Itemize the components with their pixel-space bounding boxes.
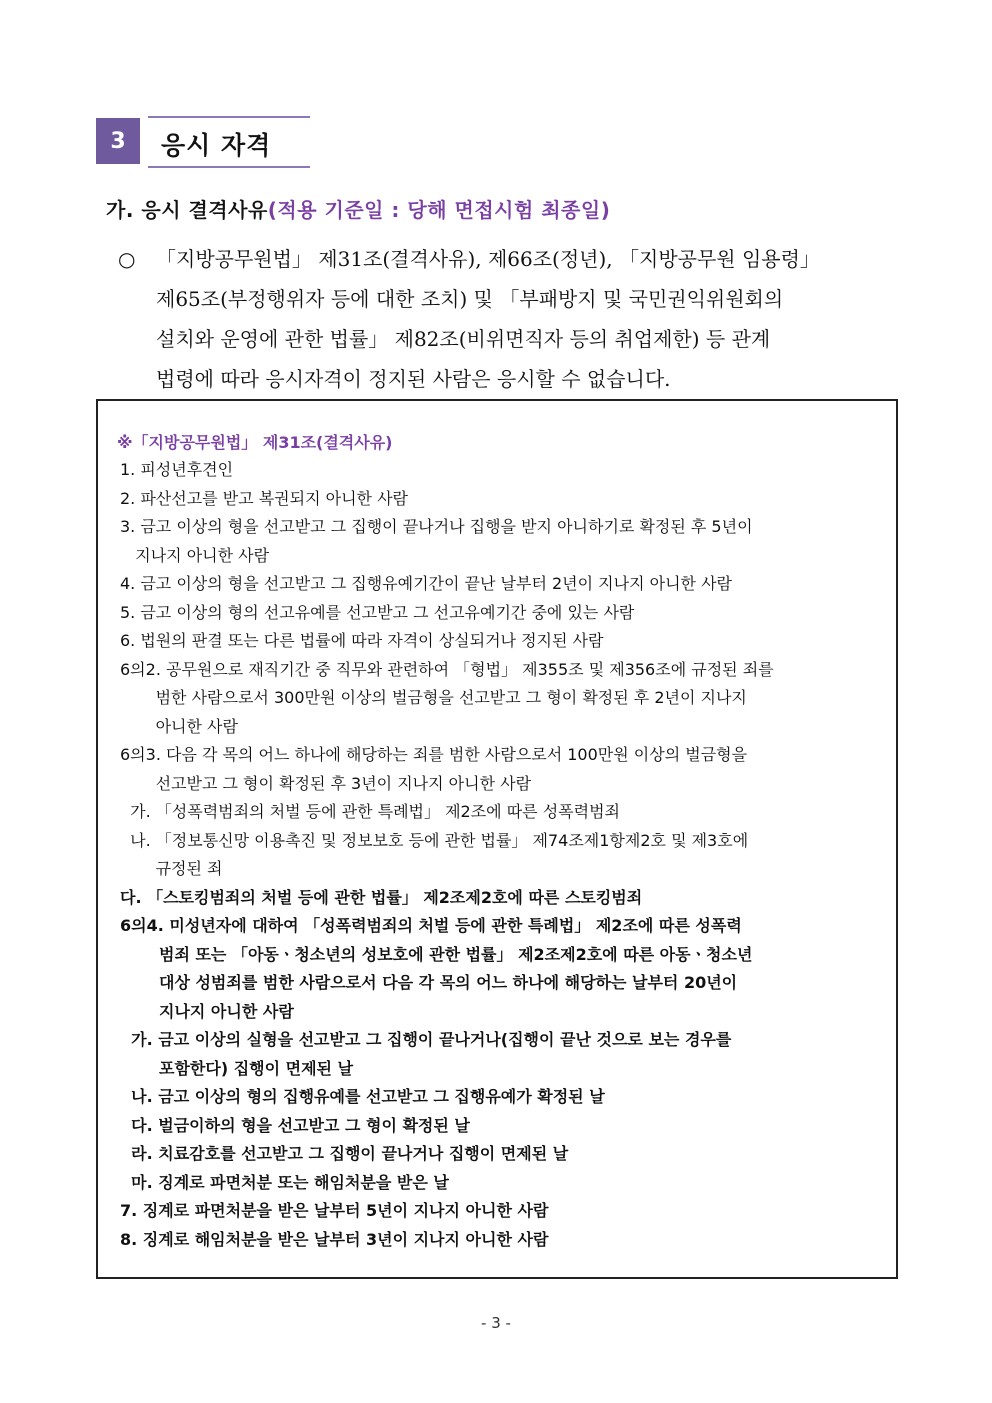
paragraph-line: ○ 「지방공무원법」 제31조(결격사유), 제66조(정년), 「지방공무원 임용령」 [118,239,898,279]
list-item: 대상 성범죄를 범한 사람으로서 다음 각 목의 어느 하나에 해당하는 날부터 20년이 [120,973,738,992]
section-header [96,116,310,166]
circle-bullet-icon: ○ [118,247,136,271]
list-item: 라. 치료감호를 선고받고 그 집행이 끝나거나 집행이 면제된 날 [120,1144,569,1163]
paragraph-line: 제65조(부정행위자 등에 대한 조치) 및 「부패방지 및 국민권익위원회의 [156,287,784,311]
intro-paragraph [118,239,898,399]
list-item: 6의4. 미성년자에 대하여 「성폭력범죄의 처벌 등에 관한 특례법」 제2조에 따른 성폭력 [120,916,742,935]
sub-heading-label: 가. 응시 결격사유 [106,198,268,222]
list-item: 마. 징계로 파면처분 또는 해임처분을 받은 날 [120,1172,449,1192]
sub-heading [106,194,610,223]
list-item: 규정된 죄 [120,859,223,878]
sub-heading-note: (적용 기준일 : 당해 면접시험 최종일) [267,198,611,222]
list-item: 6. 법원의 판결 또는 다른 법률에 따라 자격이 상실되거나 정지된 사람 [120,631,604,650]
section-title: 응시 자격 [161,131,272,160]
list-item: 7. 징계로 파면처분을 받은 날부터 5년이 지나지 아니한 사람 [120,1201,549,1220]
list-item: 8. 징계로 해임처분을 받은 날부터 3년이 지나지 아니한 사람 [120,1229,549,1249]
list-item: 아니한 사람 [120,716,238,736]
page-number: - 3 - [481,1314,511,1332]
box-title: ※「지방공무원법」 제31조(결격사유) [117,433,393,452]
list-item: 5. 금고 이상의 형의 선고유예를 선고받고 그 선고유예기간 중에 있는 사람 [120,602,635,622]
list-item: 나. 금고 이상의 형의 집행유예를 선고받고 그 집행유예가 확정된 날 [120,1087,605,1106]
list-item: 3. 금고 이상의 형을 선고받고 그 집행이 끝나거나 집행을 받지 아니하기로 확정된 후 5년이 [120,517,753,536]
list-item: 가. 금고 이상의 실형을 선고받고 그 집행이 끝나거나(집행이 끝난 것으로 보는 경우를 [120,1030,732,1049]
list-item: 6의2. 공무원으로 재직기간 중 직무와 관련하여 「형법」 제355조 및 제356조에 규정된 죄를 [120,659,774,679]
list-item: 지나지 아니한 사람 [120,545,270,565]
list-item: 범한 사람으로서 300만원 이상의 벌금형을 선고받고 그 형이 확정된 후 2년이 지나지 [120,688,747,707]
paragraph-line: 설치와 운영에 관한 법률」 제82조(비위면직자 등의 취업제한) 등 관계 [156,327,771,351]
list-item: 지나지 아니한 사람 [120,1001,294,1021]
section-number-badge: 3 [96,118,140,164]
list-item: 나. 「정보통신망 이용촉진 및 정보보호 등에 관한 법률」 제74조제1항제2호 및 제3호에 [120,830,749,850]
list-item: 1. 피성년후견인 [120,460,234,479]
paragraph-line: 법령에 따라 응시자격이 정지된 사람은 응시할 수 없습니다. [156,367,671,391]
disqualification-list [120,456,885,1254]
list-item: 포함한다) 집행이 면제된 날 [120,1058,354,1078]
list-item: 6의3. 다음 각 목의 어느 하나에 해당하는 죄를 범한 사람으로서 100만원 이상의 벌금형을 [120,745,748,764]
list-item: 다. 벌금이하의 형을 선고받고 그 형이 확정된 날 [120,1115,470,1135]
section-title-box [148,116,310,168]
list-item: 선고받고 그 형이 확정된 후 3년이 지나지 아니한 사람 [120,773,532,793]
list-item: 4. 금고 이상의 형을 선고받고 그 집행유예기간이 끝난 날부터 2년이 지나지 아니한 사람 [120,574,732,593]
list-item: 범죄 또는 「아동ㆍ청소년의 성보호에 관한 법률」 제2조제2호에 따른 아동ㆍ청소년 [120,944,753,964]
list-item: 2. 파산선고를 받고 복권되지 아니한 사람 [120,488,408,508]
list-item: 다. 「스토킹범죄의 처벌 등에 관한 법률」 제2조제2호에 따른 스토킹범죄 [120,887,643,907]
list-item: 가. 「성폭력범죄의 처벌 등에 관한 특례법」 제2조에 따른 성폭력범죄 [120,802,620,821]
